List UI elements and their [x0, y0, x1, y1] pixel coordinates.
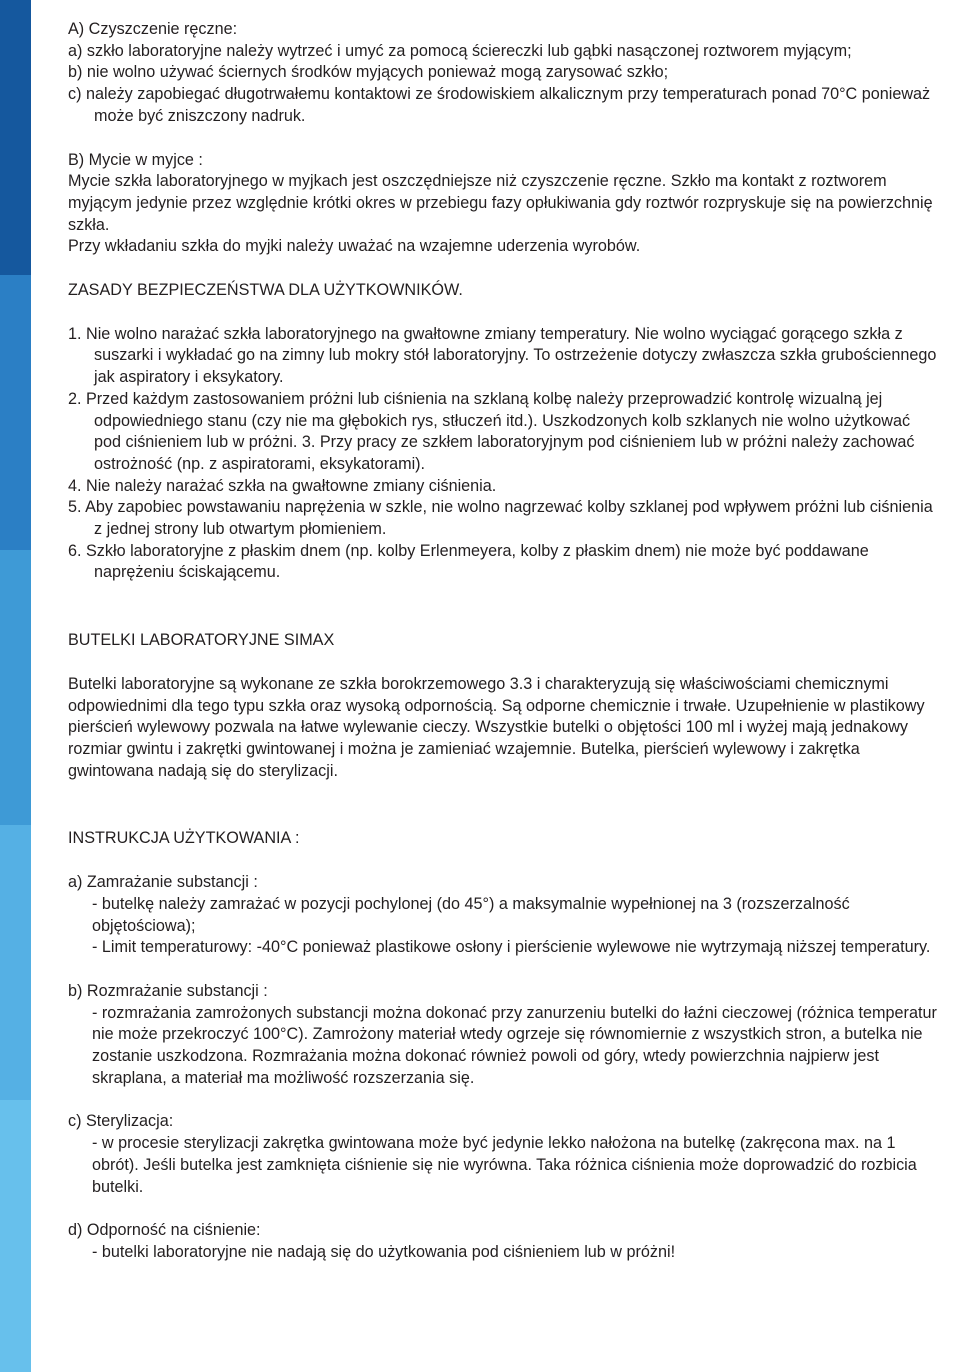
paragraph: Butelki laboratoryjne są wykonane ze szkła borokrzemowego 3.3 i charakteryzują się właściwościami chemicznymi odpowiednimi dla tego typu szkła oraz wysoką odpornością. Są odporne chemicznie i trwałe. Uzupełnienie w plastikowy pierścień wylewowy pozwala na łatwe wylewanie cieczy. Wszystkie butelki o objętości 100 ml i wyżej mają jednakowy rozmiar gwintu i zakrętki gwintowanej i można je zamieniać wzajemnie. Butelka, pierścień wylewowy i zakrętka gwintowana nadają się do sterylizacji.: [68, 674, 925, 780]
paragraph: - w procesie sterylizacji zakrętka gwintowana może być jedynie lekko nałożona na butelkę (zakręcona max. na 1 obrót). Jeśli butelka jest zamknięta ciśnienie się nie wyrówna. Taka różnica ciśnienia może doprowadzić do rozbicia butelki.: [92, 1134, 917, 1196]
list-item: - Limit temperaturowy: -40°C ponieważ plastikowe osłony i pierścienie wylewowe nie wytrzymają niższej temperatury.: [92, 938, 931, 957]
list-item: 4. Nie należy narażać szkła na gwałtowne zmiany ciśnienia.: [68, 476, 497, 495]
paragraph: - butelki laboratoryjne nie nadają się do użytkowania pod ciśnieniem lub w próżni!: [92, 1242, 676, 1261]
section-heading: A) Czyszczenie ręczne:: [68, 20, 238, 38]
list-item: 6. Szkło laboratoryjne z płaskim dnem (np. kolby Erlenmeyera, kolby z płaskim dnem) nie może być poddawane naprężeniu ściskającemu.: [68, 541, 869, 582]
list-item: 5. Aby zapobiec powstawaniu naprężenia w szkle, nie wolno nagrzewać kolby szklanej pod wpływem próżni lub ciśnienia z jednej strony lub otwartym płomieniem.: [68, 498, 933, 539]
section-simax-bottles: [68, 630, 938, 782]
subsection-heading: d) Odporność na ciśnienie:: [68, 1221, 261, 1240]
subsection-heading: c) Sterylizacja:: [68, 1112, 174, 1131]
subsection-heading: b) Rozmrażanie substancji :: [68, 981, 268, 1000]
section-manual-cleaning: [68, 19, 938, 128]
list-item: a) szkło laboratoryjne należy wytrzeć i umyć za pomocą ściereczki lub gąbki nasączonej roztworem myjącym;: [68, 41, 852, 60]
stripe-segment: [0, 825, 31, 1100]
section-instructions: [68, 828, 938, 1263]
section-heading: ZASADY BEZPIECZEŃSTWA DLA UŻYTKOWNIKÓW.: [68, 281, 463, 300]
list-item: 1. Nie wolno narażać szkła laboratoryjnego na gwałtowne zmiany temperatury. Nie wolno wyciągać gorącego szkła z suszarki i wykładać go na zimny lub mokry stół laboratoryjny. To ostrzeżenie dotyczy zwłaszcza szkła grubościennego jak aspiratory i eksykatory.: [68, 324, 937, 387]
paragraph: Mycie szkła laboratoryjnego w myjkach jest oszczędniejsze niż czyszczenie ręczne. Szkło ma kontakt z roztworem myjącym jedynie przez względnie krótki okres w przebiegu fazy opłukiwania gdy roztwór rozpryskuje się na powierzchnię szkła.: [68, 172, 933, 234]
stripe-segment: [0, 550, 31, 825]
stripe-segment: [0, 275, 31, 550]
subsection-heading: a) Zamrażanie substancji :: [68, 873, 258, 892]
list-item: - butelkę należy zamrażać w pozycji pochylonej (do 45°) a maksymalnie wypełnionej na 3 (rozszerzalność objętościowa);: [92, 894, 850, 935]
list-item: b) nie wolno używać ściernych środków myjących ponieważ mogą zarysować szkło;: [68, 63, 669, 82]
document-body: [68, 19, 938, 1264]
section-heading: INSTRUKCJA UŻYTKOWANIA :: [68, 829, 300, 848]
section-washer-cleaning: [68, 150, 938, 259]
section-heading: B) Mycie w myjce :: [68, 150, 203, 169]
stripe-segment: [0, 0, 31, 275]
section-heading: BUTELKI LABORATORYJNE SIMAX: [68, 631, 335, 650]
list-item: c) należy zapobiegać długotrwałemu kontaktowi ze środowiskiem alkalicznym przy temperaturach ponad 70°C ponieważ może być zniszczony nadruk.: [68, 85, 931, 125]
section-safety: [68, 280, 938, 584]
stripe-segment: [0, 1100, 31, 1372]
paragraph: - rozmrażania zamrożonych substancji można dokonać przy zanurzeniu butelki do łaźni cieczowej (różnica temperatur nie może przekroczyć 100°C). Zamrożony materiał wtedy ogrzeje się równomiernie z wszystkich stron, a butelka nie zostanie uszkodzona. Rozmrażania można dokonać również powoli od góry, wtedy powierzchnia najpierw jest skraplana, a materiał ma możliwość rozszerzania się.: [92, 1003, 937, 1087]
side-color-stripe: [0, 0, 31, 1372]
paragraph: Przy wkładaniu szkła do myjki należy uważać na wzajemne uderzenia wyrobów.: [68, 237, 641, 256]
list-item: 2. Przed każdym zastosowaniem próżni lub ciśnienia na szklaną kolbę należy przeprowadzić kontrolę wizualną jej odpowiedniego stanu (czy nie ma głębokich rys, stłuczeń itd.). Uszkodzonych kolb szklanych nie wolno użytkować pod ciśnieniem lub w próżni. 3. Przy pracy ze szkłem laboratoryjnym pod ciśnieniem lub w próżni należy zachować ostrożność (np. z aspiratorami, eksykatorami).: [68, 389, 915, 473]
